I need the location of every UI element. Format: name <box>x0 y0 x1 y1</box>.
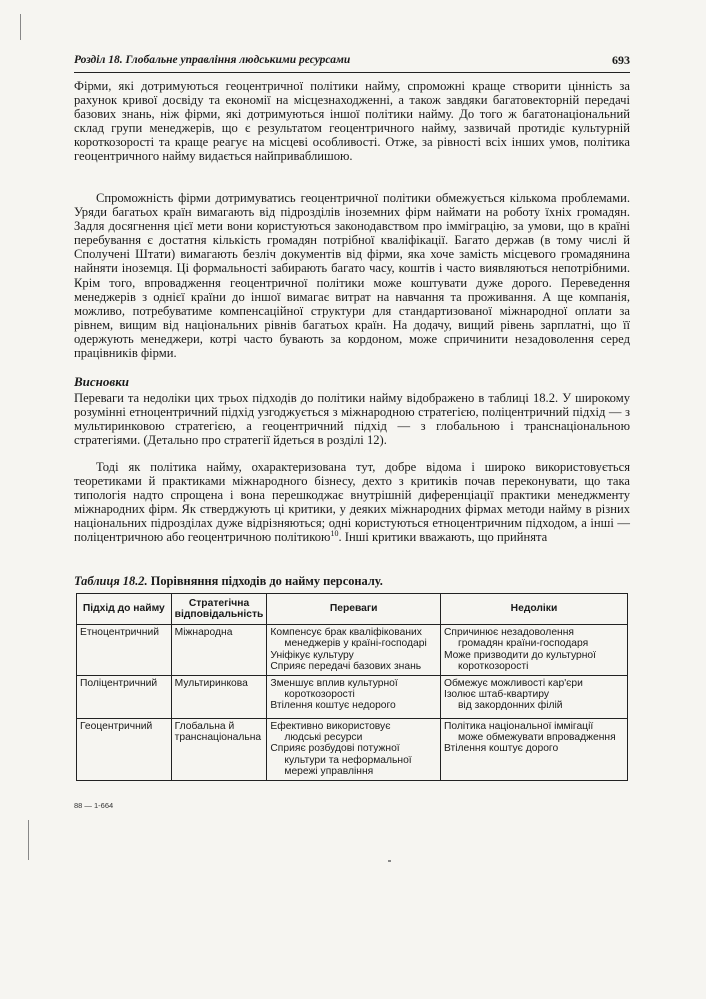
cell-disadvantages <box>440 718 627 780</box>
scan-mark <box>20 14 21 40</box>
paragraph-1: Фірми, які дотримуються геоцентричної політики найму, спроможні краще створити цінність за рахунок кривої досвіду та економії на місцезнаходженні, а також завдяки багатовекторній передачі базових знань, ніж фірми, які дотримуються іншої політики найму. До того ж багатонаціональний склад групи менеджерів, що є результатом геоцентричного найму, зазвичай протидіє культурній короткозорості та краще реагує на місцеві особливості. Отже, за рівності всіх інших умов, політика геоцентричного найму видається найприваблишою. <box>74 79 630 164</box>
disadvantage-line: Ізолює штаб-квартиру <box>443 689 549 701</box>
table-caption <box>74 574 630 589</box>
page-header <box>74 50 630 73</box>
advantage-line: Ефективно використовує <box>270 720 391 732</box>
advantage-line: Уніфікує культуру <box>270 649 354 661</box>
cell-strategy: Глобальна й транснаціональна <box>171 718 267 780</box>
scan-mark <box>28 820 29 860</box>
header-disadvantages: Недоліки <box>440 594 627 625</box>
paragraph-3: Переваги та недоліки цих трьох підходів до політики найму відображено в таблиці 18.2. У широкому розумінні етноцентричний підхід узгоджується з міжнародною стратегією, поліцентричний підхід — з мультиринковою стратегією, а геоцентричний підхід — з глобальною і транснаціональною стратегіями. (Детально про стратегії йдеться в розділі 12). <box>74 391 630 448</box>
advantage-line: мережі управління <box>284 766 374 778</box>
disadvantage-line: Може призводити до культурної <box>443 649 597 661</box>
header-approach: Підхід до найму <box>77 594 172 625</box>
cell-disadvantages <box>440 625 627 676</box>
advantage-line: Втілення коштує недорого <box>270 700 396 712</box>
section-heading: Висновки <box>74 374 130 389</box>
paragraph-2: Спроможність фірми дотримуватись геоцентричної політики обмежується кількома проблемами. Уряди багатьох країн вимагають від підрозділів іноземних фірм наймати на роботу їхніх громадян. Задля досягнення цієї мети вони користуються законодавством про імміграцію, за умови, що в країні перебування є достатня кількість громадян потрібної кваліфікації. Багато держав (в тому числі й Сполучені Штати) вимагають безліч документів від фірми, яка хоче замість місцевого громадянина найняти іноземця. Ці формальності забирають багато часу, коштів і часто виявляються непотрібними. Крім того, впровадження геоцентричної політики може коштувати дуже дорого. Переведення менеджерів з однієї країни до іншої вимагає витрат на навчання та проживання. А ще компанія, можливо, потребуватиме компенсаційної структури для стандартизованої міжнародної оплати за рівнем, вищим від національних рівнів багатьох країн. На додачу, вищий рівень зарплатні, що її одержують менеджери, котрі часто бувають за кордоном, може спричинити незадоволення серед працівників фірми. <box>74 191 630 361</box>
disadvantage-line: короткозорості <box>457 661 529 673</box>
cell-advantages <box>267 718 441 780</box>
cell-approach: Геоцентричний <box>77 718 172 780</box>
chapter-title: Розділ 18. Глобальне управління людськими ресурсами <box>74 54 351 66</box>
advantage-line: Компенсує брак кваліфікованих <box>270 627 422 638</box>
advantage-line: Сприяє розбудові потужної <box>270 743 400 755</box>
header-advantages: Переваги <box>267 594 441 625</box>
paragraph-4-tail: . Інші критики вважають, що прийнята <box>338 530 548 545</box>
disadvantage-line: Політика національної іммігації <box>443 720 594 732</box>
table-header-row <box>77 594 628 625</box>
cell-advantages <box>267 675 441 718</box>
paragraph-4-text: Тоді як політика найму, охарактеризована тут, добре відома і широко використовується теоретиками й практиками міжнародного бізнесу, дехто з критиків почав переконувати, що така типологія надто спрощена і вона перешкоджає внутрішній диференціації практики менеджменту міжнародних фірм. Як стверджують ці критики, у деяких міжнародних фірмах методи найму в різних національних підрозділах дуже відрізняються; одні користуються етноцентричним підходом, а інші — поліцентричною або геоцентричною політикою <box>74 460 630 545</box>
advantage-line: Сприяє передачі базових знань <box>270 661 422 673</box>
paragraph-4 <box>74 460 630 545</box>
advantage-line: менеджерів у країні-господарі <box>284 638 427 650</box>
cell-disadvantages <box>440 675 627 718</box>
page-footer-code: 88 — 1-664 <box>74 801 114 810</box>
advantage-line: людські ресурси <box>284 732 363 744</box>
table-row <box>77 718 628 780</box>
cell-approach: Поліцентричний <box>77 675 172 718</box>
cell-strategy: Мультиринкова <box>171 675 267 718</box>
comparison-table <box>76 593 628 781</box>
cell-strategy: Міжнародна <box>171 625 267 676</box>
disadvantage-line: громадян країни-господаря <box>457 638 589 650</box>
table-row <box>77 675 628 718</box>
table-caption-label: Таблиця 18.2. <box>74 574 148 588</box>
footnote-ref: 10 <box>330 529 339 539</box>
page-number: 693 <box>612 53 630 67</box>
advantage-line: короткозорості <box>284 689 355 701</box>
table-caption-text: Порівняння підходів до найму персоналу. <box>150 574 383 588</box>
advantage-line: Зменшує вплив культурної <box>270 677 398 689</box>
disadvantage-line: Спричинює незадоволення <box>443 627 574 638</box>
disadvantage-line: Обмежує можливості кар'єри <box>443 677 583 689</box>
scan-mark <box>388 860 391 862</box>
disadvantage-line: від закордонних філій <box>457 700 563 712</box>
disadvantage-line: Втілення коштує дорого <box>443 743 559 755</box>
table-row <box>77 625 628 676</box>
header-strategy: Стратегічна відповідальність <box>171 594 267 625</box>
cell-advantages <box>267 625 441 676</box>
advantage-line: культури та неформальної <box>284 754 412 766</box>
cell-approach: Етноцентричний <box>77 625 172 676</box>
disadvantage-line: може обмежувати впровадження <box>457 732 616 744</box>
